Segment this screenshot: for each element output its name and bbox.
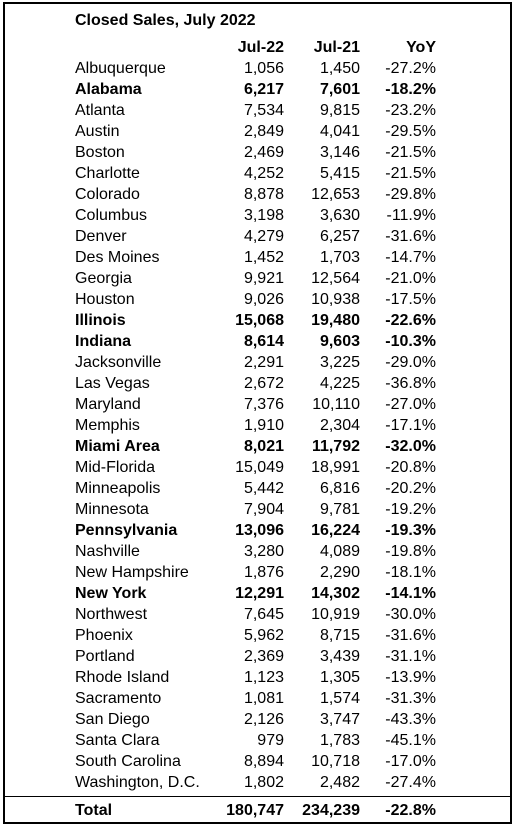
cell-yoy: -14.7% (385, 249, 436, 266)
table-row (5, 646, 510, 667)
cell-jul22: 15,049 (235, 459, 284, 476)
cell-yoy: -22.6% (385, 312, 436, 329)
cell-yoy: -13.9% (385, 669, 436, 686)
cell-yoy: -43.3% (385, 711, 436, 728)
cell-yoy: -19.3% (385, 522, 436, 539)
table-row (5, 751, 510, 772)
cell-jul21: 1,783 (319, 732, 360, 749)
cell-yoy: -30.0% (385, 606, 436, 623)
cell-jul21: 6,816 (319, 480, 360, 497)
cell-jul21: 5,415 (319, 165, 360, 182)
cell-jul22: 1,802 (243, 774, 284, 791)
cell-jul21: 7,601 (319, 81, 360, 98)
cell-jul22: 7,376 (243, 396, 284, 413)
cell-jul21: 1,450 (319, 60, 360, 77)
cell-jul22: 9,921 (243, 270, 284, 287)
region-name: Denver (75, 228, 127, 245)
cell-yoy: -21.5% (385, 144, 436, 161)
region-name: Boston (75, 144, 125, 161)
cell-jul22: 1,910 (243, 417, 284, 434)
total-yoy: -22.8% (385, 802, 436, 819)
cell-jul21: 6,257 (319, 228, 360, 245)
column-header-jul21: Jul-21 (313, 39, 360, 56)
cell-jul21: 3,747 (319, 711, 360, 728)
cell-jul22: 2,849 (243, 123, 284, 140)
table-row (5, 226, 510, 247)
region-name: Memphis (75, 417, 140, 434)
cell-yoy: -10.3% (385, 333, 436, 350)
cell-yoy: -17.5% (385, 291, 436, 308)
region-name: Albuquerque (75, 60, 166, 77)
table-frame (3, 2, 512, 824)
table-row (5, 163, 510, 184)
cell-jul22: 1,876 (243, 564, 284, 581)
table-row (5, 478, 510, 499)
cell-jul22: 5,962 (243, 627, 284, 644)
cell-jul22: 5,442 (243, 480, 284, 497)
cell-jul21: 10,718 (311, 753, 360, 770)
region-name: Minnesota (75, 501, 149, 518)
cell-yoy: -32.0% (385, 438, 436, 455)
cell-jul21: 18,991 (311, 459, 360, 476)
region-name: Maryland (75, 396, 141, 413)
total-jul21: 234,239 (302, 802, 360, 819)
cell-yoy: -17.0% (385, 753, 436, 770)
cell-yoy: -21.5% (385, 165, 436, 182)
cell-jul22: 2,469 (243, 144, 284, 161)
cell-yoy: -18.1% (385, 564, 436, 581)
region-name: Jacksonville (75, 354, 162, 371)
cell-yoy: -27.4% (385, 774, 436, 791)
cell-yoy: -19.8% (385, 543, 436, 560)
region-name: Mid-Florida (75, 459, 156, 476)
cell-jul22: 15,068 (235, 312, 284, 329)
cell-yoy: -36.8% (385, 375, 436, 392)
cell-jul21: 1,703 (319, 249, 360, 266)
region-name: Washington, D.C. (75, 774, 200, 791)
table-row (5, 331, 510, 352)
cell-jul21: 10,938 (311, 291, 360, 308)
header-row (5, 37, 510, 58)
cell-jul21: 11,792 (311, 438, 360, 455)
cell-yoy: -20.2% (385, 480, 436, 497)
cell-jul21: 3,439 (319, 648, 360, 665)
region-name: New York (75, 585, 147, 602)
cell-jul22: 3,198 (243, 207, 284, 224)
region-name: Pennsylvania (75, 522, 178, 539)
cell-jul21: 10,110 (312, 396, 360, 413)
table-row (5, 100, 510, 121)
cell-jul22: 2,369 (243, 648, 284, 665)
total-row (5, 800, 510, 821)
table-row (5, 142, 510, 163)
region-name: Northwest (75, 606, 148, 623)
table-row (5, 541, 510, 562)
cell-jul22: 13,096 (235, 522, 284, 539)
table-row (5, 373, 510, 394)
table-row (5, 184, 510, 205)
total-divider (5, 796, 510, 797)
cell-jul21: 3,146 (319, 144, 360, 161)
column-header-yoy: YoY (406, 39, 436, 56)
table-row (5, 121, 510, 142)
cell-yoy: -31.6% (385, 627, 436, 644)
cell-jul22: 2,126 (243, 711, 284, 728)
table-row (5, 772, 510, 793)
table-row (5, 268, 510, 289)
cell-jul22: 8,894 (243, 753, 284, 770)
cell-jul21: 4,041 (319, 123, 360, 140)
cell-jul22: 979 (257, 732, 284, 749)
cell-jul21: 4,225 (319, 375, 360, 392)
cell-yoy: -27.2% (385, 60, 436, 77)
cell-jul22: 7,534 (243, 102, 284, 119)
cell-jul21: 9,781 (319, 501, 360, 518)
cell-yoy: -29.5% (385, 123, 436, 140)
region-name: Atlanta (75, 102, 125, 119)
region-name: Nashville (75, 543, 140, 560)
cell-jul21: 2,482 (319, 774, 360, 791)
cell-jul22: 1,081 (243, 690, 284, 707)
cell-jul21: 9,603 (319, 333, 360, 350)
region-name: Sacramento (75, 690, 162, 707)
region-name: Columbus (75, 207, 148, 224)
cell-jul22: 2,291 (243, 354, 284, 371)
cell-yoy: -29.0% (385, 354, 436, 371)
cell-jul22: 3,280 (243, 543, 284, 560)
cell-jul21: 10,919 (311, 606, 360, 623)
region-name: South Carolina (75, 753, 181, 770)
table-row (5, 709, 510, 730)
region-name: Miami Area (75, 438, 160, 455)
cell-jul22: 8,021 (243, 438, 284, 455)
cell-jul21: 14,302 (311, 585, 360, 602)
cell-yoy: -31.3% (385, 690, 436, 707)
table-row (5, 436, 510, 457)
region-name: Phoenix (75, 627, 133, 644)
cell-jul22: 8,878 (243, 186, 284, 203)
table-row (5, 247, 510, 268)
table-row (5, 499, 510, 520)
table-row (5, 205, 510, 226)
cell-yoy: -21.0% (385, 270, 436, 287)
table-row (5, 79, 510, 100)
cell-yoy: -31.1% (385, 648, 436, 665)
cell-yoy: -17.1% (385, 417, 436, 434)
cell-yoy: -19.2% (385, 501, 436, 518)
cell-jul21: 16,224 (311, 522, 360, 539)
region-name: Minneapolis (75, 480, 161, 497)
cell-jul22: 1,123 (243, 669, 284, 686)
region-name: Austin (75, 123, 120, 140)
cell-yoy: -23.2% (385, 102, 436, 119)
region-name: New Hampshire (75, 564, 189, 581)
total-label: Total (75, 802, 113, 819)
cell-yoy: -20.8% (385, 459, 436, 476)
table-row (5, 394, 510, 415)
table-row (5, 457, 510, 478)
cell-yoy: -11.9% (386, 207, 436, 224)
cell-jul22: 7,904 (243, 501, 284, 518)
cell-jul22: 2,672 (243, 375, 284, 392)
cell-yoy: -18.2% (385, 81, 436, 98)
column-header-jul22: Jul-22 (237, 39, 284, 56)
table-row (5, 688, 510, 709)
region-name: Las Vegas (75, 375, 150, 392)
region-name: Portland (75, 648, 135, 665)
region-name: Houston (75, 291, 135, 308)
cell-jul22: 7,645 (243, 606, 284, 623)
table-row (5, 310, 510, 331)
region-name: San Diego (75, 711, 150, 728)
table-row (5, 415, 510, 436)
cell-jul21: 1,574 (319, 690, 360, 707)
table-row (5, 730, 510, 751)
cell-jul22: 1,056 (243, 60, 284, 77)
cell-jul21: 2,304 (319, 417, 360, 434)
table-row (5, 583, 510, 604)
table-row (5, 667, 510, 688)
cell-jul21: 1,305 (319, 669, 360, 686)
table-row (5, 625, 510, 646)
region-name: Indiana (75, 333, 132, 350)
cell-jul21: 2,290 (319, 564, 360, 581)
cell-jul21: 4,089 (319, 543, 360, 560)
table-title: Closed Sales, July 2022 (75, 12, 256, 29)
cell-jul21: 8,715 (319, 627, 360, 644)
region-name: Des Moines (75, 249, 160, 266)
table-row (5, 562, 510, 583)
cell-jul22: 8,614 (243, 333, 284, 350)
cell-jul22: 4,252 (243, 165, 284, 182)
region-name: Alabama (75, 81, 142, 98)
region-name: Charlotte (75, 165, 140, 182)
cell-jul21: 3,630 (319, 207, 360, 224)
table-row (5, 520, 510, 541)
table-row (5, 289, 510, 310)
cell-yoy: -27.0% (385, 396, 436, 413)
cell-jul22: 4,279 (243, 228, 284, 245)
cell-jul21: 9,815 (319, 102, 360, 119)
total-jul22: 180,747 (226, 802, 284, 819)
cell-jul22: 12,291 (235, 585, 284, 602)
cell-jul21: 12,653 (311, 186, 360, 203)
cell-jul22: 1,452 (243, 249, 284, 266)
table-row (5, 352, 510, 373)
cell-yoy: -45.1% (385, 732, 436, 749)
region-name: Georgia (75, 270, 132, 287)
region-name: Illinois (75, 312, 126, 329)
cell-jul21: 3,225 (319, 354, 360, 371)
region-name: Rhode Island (75, 669, 170, 686)
table-row (5, 58, 510, 79)
cell-jul22: 6,217 (243, 81, 284, 98)
cell-yoy: -29.8% (385, 186, 436, 203)
cell-jul21: 12,564 (311, 270, 360, 287)
cell-yoy: -14.1% (385, 585, 436, 602)
region-name: Santa Clara (75, 732, 160, 749)
cell-yoy: -31.6% (385, 228, 436, 245)
table-row (5, 604, 510, 625)
cell-jul21: 19,480 (311, 312, 360, 329)
cell-jul22: 9,026 (243, 291, 284, 308)
region-name: Colorado (75, 186, 140, 203)
